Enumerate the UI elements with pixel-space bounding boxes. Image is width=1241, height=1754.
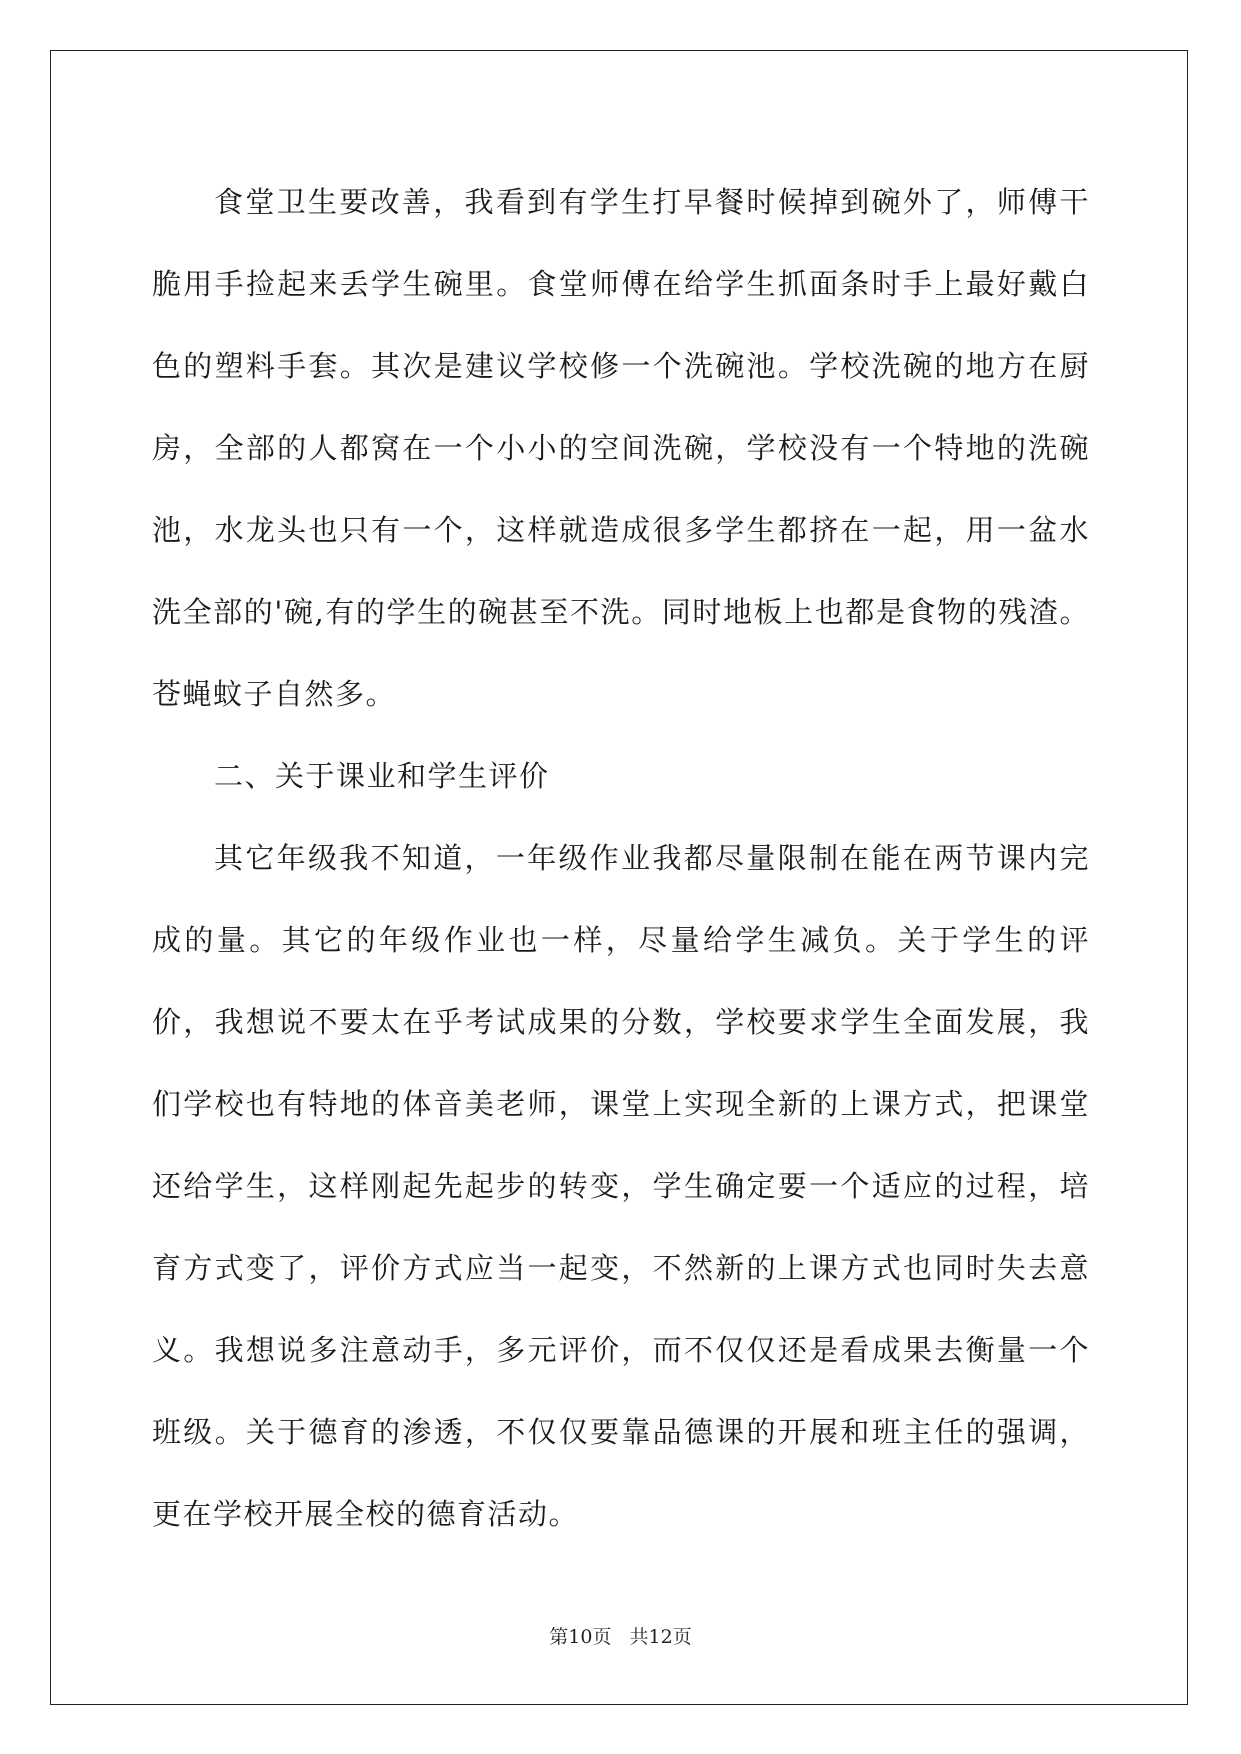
paragraph-canteen-hygiene: 食堂卫生要改善，我看到有学生打早餐时候掉到碗外了，师傅干脆用手捡起来丢学生碗里。食堂师傅在给学生抓面条时手上最好戴白色的塑料手套。其次是建议学校修一个洗碗池。学校洗碗的地方在厨房，全部的人都窝在一个小小的空间洗碗，学校没有一个特地的洗碗池，水龙头也只有一个，这样就造成很多学生都挤在一起，用一盆水洗全部的'碗,有的学生的碗甚至不洗。同时地板上也都是食物的残渣。苍蝇蚊子自然多。 — [152, 185, 1090, 711]
page-number-total: 共12页 — [629, 1626, 692, 1648]
page-number-current: 第10页 — [549, 1626, 612, 1648]
document-body — [152, 161, 1090, 1555]
page-footer — [0, 1622, 1241, 1649]
section-heading-coursework: 二、关于课业和学生评价 — [214, 759, 550, 793]
paragraph-coursework-evaluation: 其它年级我不知道，一年级作业我都尽量限制在能在两节课内完成的量。其它的年级作业也一样，尽量给学生减负。关于学生的评价，我想说不要太在乎考试成果的分数，学校要求学生全面发展，我们学校也有特地的体音美老师，课堂上实现全新的上课方式，把课堂还给学生，这样刚起先起步的转变，学生确定要一个适应的过程，培育方式变了，评价方式应当一起变，不然新的上课方式也同时失去意义。我想说多注意动手，多元评价，而不仅仅还是看成果去衡量一个班级。关于德育的渗透，不仅仅要靠品德课的开展和班主任的强调，更在学校开展全校的德育活动。 — [152, 841, 1090, 1531]
